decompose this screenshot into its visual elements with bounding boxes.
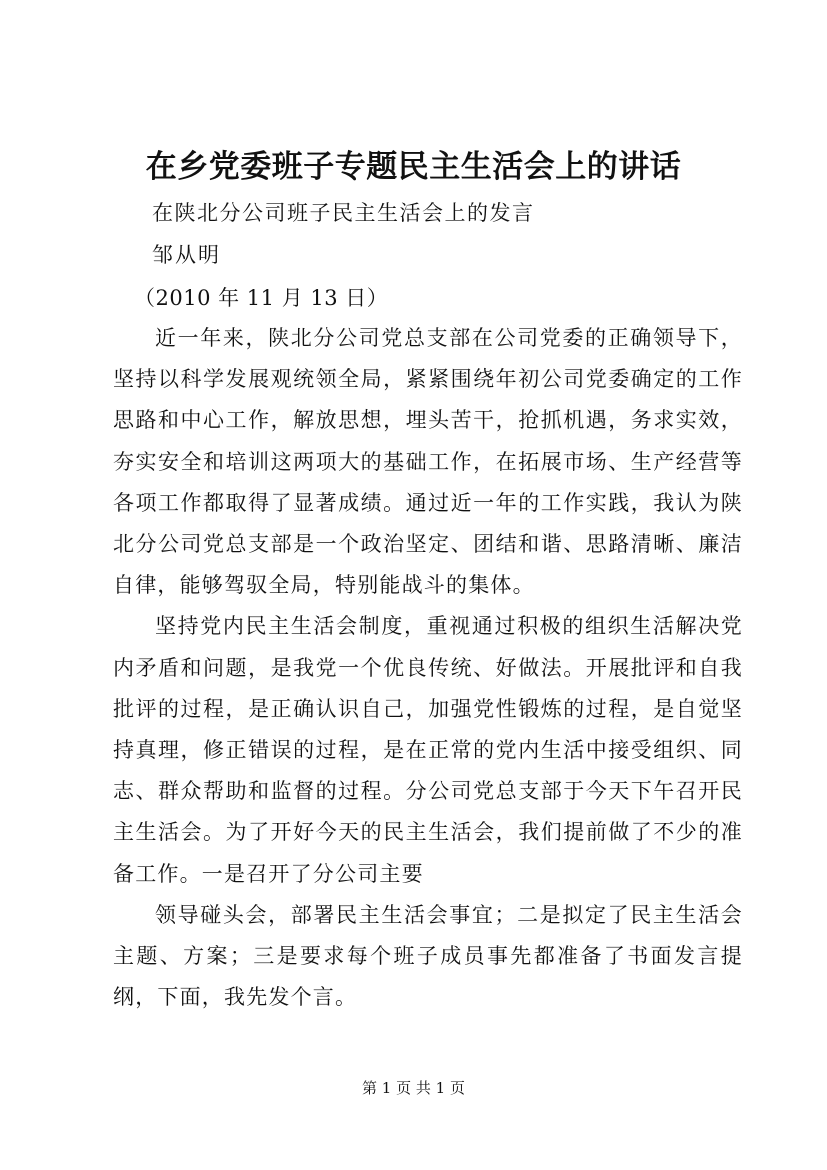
document-date: （2010 年 11 月 13 日） [134,286,389,310]
document-subtitle: 在陕北分公司班子民主生活会上的发言 [152,201,535,225]
body-paragraph-2: 坚持党内民主生活会制度，重视通过积极的组织生活解决党内矛盾和问题，是我党一个优良传统、好做法。开展批评和自我批评的过程，是正确认识自己，加强党性锻炼的过程，是自觉坚持真理，修正错误的过程，是在正常的党内生活中接受组织、同志、群众帮助和监督的过程。分公司党总支部于今天下午召开民主生活会。为了开好今天的民主生活会，我们提前做了不少的准备工作。一是召开了分公司主要 [113,614,743,886]
page-number-footer: 第 1 页 共 1 页 [362,1079,465,1097]
document-author: 邹从明 [152,243,221,267]
document-body [113,318,743,1018]
body-paragraph-1: 近一年来，陕北分公司党总支部在公司党委的正确领导下，坚持以科学发展观统领全局，紧紧围绕年初公司党委确定的工作思路和中心工作，解放思想，埋头苦干，抢抓机遇，务求实效，夯实安全和培训这两项大的基础工作，在拓展市场、生产经营等各项工作都取得了显著成绩。通过近一年的工作实践，我认为陕北分公司党总支部是一个政治坚定、团结和谐、思路清晰、廉洁自律，能够驾驭全局，特别能战斗的集体。 [113,326,743,598]
body-paragraph-3: 领导碰头会，部署民主生活会事宜；二是拟定了民主生活会主题、方案；三是要求每个班子成员事先都准备了书面发言提纲，下面，我先发个言。 [113,902,743,1010]
document-title: 在乡党委班子专题民主生活会上的讲话 [145,149,682,185]
